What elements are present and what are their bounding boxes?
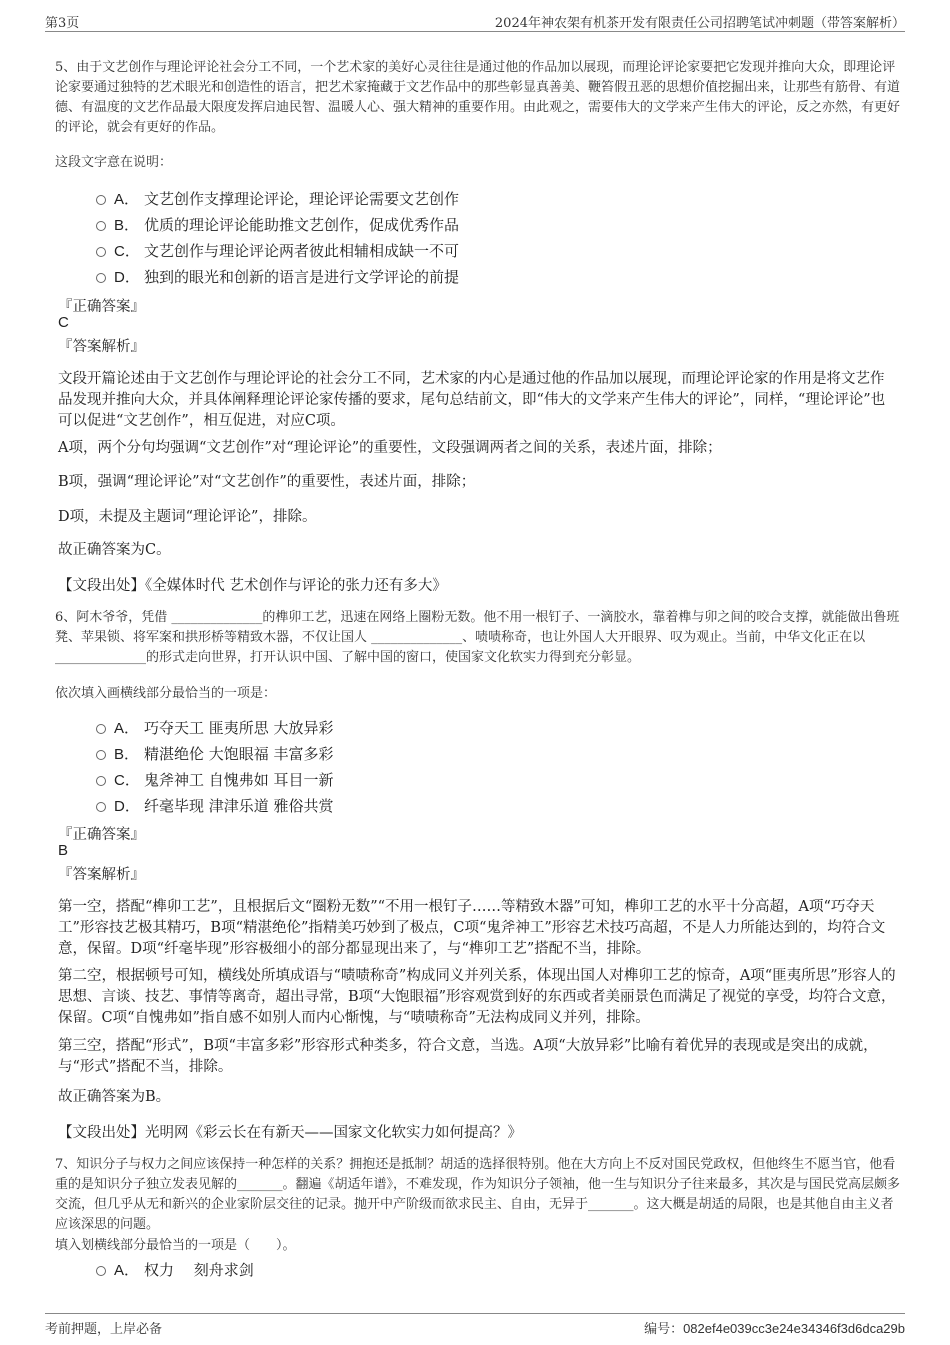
q5-option-d[interactable]: D． 独到的眼光和创新的语言是进行文学评论的前提: [96, 266, 459, 288]
page-header: [45, 10, 905, 32]
footer-slogan: 考前押题，上岸必备: [45, 1322, 163, 1337]
document-id: 编号：082ef4e039cc3e24e34346f3d6dca29b: [644, 1321, 905, 1336]
q7-option-a[interactable]: A． 权力 刻舟求剑: [96, 1259, 254, 1281]
radio-icon[interactable]: [96, 247, 106, 257]
q5-analysis-1: 文段开篇论述由于文艺创作与理论评论的社会分工不同，艺术家的内心是通过他的作品加以展现，而理论评论家的作用是将文艺作品发现并推向大众，并具体阐释理论评论家传播的要求，尾句总结前文，即“伟大的文学来产生伟大的评论”，同样，“理论评论”也可以促进“文艺创作”，相互促进，对应C项。: [58, 371, 886, 429]
q6-option-c[interactable]: C． 鬼斧神工 自愧弗如 耳目一新: [96, 769, 334, 791]
q6-option-b[interactable]: B． 精湛绝伦 大饱眼福 丰富多彩: [96, 743, 334, 765]
q6-stem: 6、阿木爷爷，凭借 ______________的榫卯工艺，迅速在网络上圈粉无数。他不用一根钉子、一滴胶水，靠着榫与卯之间的咬合支撑，就能做出鲁班凳、苹果锁、将军案和拱形桥等精致木器，不仅让国人 ______________、啧啧称奇，也让外国人大开眼界、叹为观止。当前，中华文化正在以 ______________的形式走向世界，打开认识中国、了解中国的窗口，使国家文化软实力得到充分彰显。: [55, 610, 900, 665]
q5-analysis-4: D项，未提及主题词“理论评论”，排除。: [58, 509, 317, 525]
q5-option-b[interactable]: B． 优质的理论评论能助推文艺创作，促成优秀作品: [96, 214, 459, 236]
q6-option-d[interactable]: D． 纤毫毕现 津津乐道 雅俗共赏: [96, 795, 334, 817]
q6-analysis-3: 第三空，搭配“形式”，B项“丰富多彩”形容形式种类多，符合文意，当选。A项“大放异彩”比喻有着优异的表现或是突出的成就，与“形式”搭配不当，排除。: [58, 1038, 878, 1075]
q6-prompt: 依次填入画横线部分最恰当的一项是：: [55, 686, 277, 701]
q6-option-a[interactable]: A． 巧夺天工 匪夷所思 大放异彩: [96, 717, 334, 739]
document-title: 2024年神农架有机茶开发有限责任公司招聘笔试冲刺题（带答案解析）: [494, 16, 905, 31]
q7-prompt: 填入划横线部分最恰当的一项是（ ）。: [55, 1238, 296, 1253]
q5-analysis-3: B项，强调“理论评论”对“文艺创作”的重要性，表述片面，排除；: [58, 474, 476, 490]
radio-icon[interactable]: [96, 776, 106, 786]
q5-analysis-label: 『答案解析』: [58, 339, 145, 355]
radio-icon[interactable]: [96, 724, 106, 734]
page-number: 第3页: [45, 16, 80, 31]
radio-icon[interactable]: [96, 1266, 106, 1276]
q6-analysis-2: 第二空，根据顿号可知，横线处所填成语与“啧啧称奇”构成同义并列关系，体现出国人对榫卯工艺的惊奇，A项“匪夷所思”形容人的思想、言谈、技艺、事情等离奇，超出寻常，B项“大饱眼福”形容观赏到好的东西或者美丽景色而满足了视觉的享受，均符合文意，保留。C项“自愧弗如”指自感不如别人而内心惭愧，与“啧啧称奇”无法构成同义并列，排除。: [58, 968, 896, 1026]
q6-source: 【文段出处】光明网《彩云长在有新天——国家文化软实力如何提高？》: [58, 1125, 522, 1141]
radio-icon[interactable]: [96, 221, 106, 231]
q5-analysis-5: 故正确答案为C。: [58, 542, 171, 558]
radio-icon[interactable]: [96, 802, 106, 812]
q5-analysis-2: A项，两个分句均强调“文艺创作”对“理论评论”的重要性，文段强调两者之间的关系，表述片面，排除；: [58, 440, 722, 456]
q6-analysis-4: 故正确答案为B。: [58, 1089, 171, 1105]
q6-analysis-label: 『答案解析』: [58, 867, 145, 883]
page-footer: [45, 1313, 905, 1337]
q5-option-c[interactable]: C． 文艺创作与理论评论两者彼此相辅相成缺一不可: [96, 240, 459, 262]
q6-answer-label: 『正确答案』: [58, 827, 145, 843]
radio-icon[interactable]: [96, 273, 106, 283]
radio-icon[interactable]: [96, 195, 106, 205]
q5-answer-label: 『正确答案』: [58, 299, 145, 315]
q5-answer: C: [58, 314, 69, 331]
q6-answer: B: [58, 842, 69, 859]
q5-option-a[interactable]: A． 文艺创作支撑理论评论，理论评论需要文艺创作: [96, 188, 459, 210]
q5-source: 【文段出处】《全媒体时代 艺术创作与评论的张力还有多大》: [58, 578, 447, 594]
radio-icon[interactable]: [96, 750, 106, 760]
q5-prompt: 这段文字意在说明：: [55, 155, 173, 170]
q7-stem: 7、知识分子与权力之间应该保持一种怎样的关系？拥抱还是抵制？胡适的选择很特别。他在大方向上不反对国民党政权，但他终生不愿当官，他看重的是知识分子独立发表见解的_______。翻遍《胡适年谱》，不难发现，作为知识分子领袖，他一生与知识分子往来最多，其次是与国民党高层颇多交流，但几乎从无和新兴的企业家阶层交往的记录。抛开中产阶级而欲求民主、自由，无异于_______。这大概是胡适的局限，也是其他自由主义者应该深思的问题。: [55, 1157, 901, 1232]
q6-analysis-1: 第一空，搭配“榫卯工艺”，且根据后文“圈粉无数”“不用一根钉子……等精致木器”可知，榫卯工艺的水平十分高超，A项“巧夺天工”形容技艺极其精巧，B项“精湛绝伦”指精美巧妙到了极点，C项“鬼斧神工”形容艺术技巧高超，不是人力所能达到的，均符合文意，保留。D项“纤毫毕现”形容极细小的部分都显现出来了，与“榫卯工艺”搭配不当，排除。: [58, 899, 886, 957]
q5-stem: 5、由于文艺创作与理论评论社会分工不同，一个艺术家的美好心灵往往是通过他的作品加以展现，而理论评论家要把它发现并推向大众，即理论评论家要通过独特的艺术眼光和创造性的语言，把艺术家掩藏于文艺作品中的那些彰显真善美、鞭笞假丑恶的思想价值挖掘出来，让那些有筋骨、有道德、有温度的文艺作品最大限度发挥启迪民智、温暖人心、强大精神的重要作用。由此观之，需要伟大的文学来产生伟大的评论，反之亦然，有更好的评论，就会有更好的作品。: [55, 60, 901, 135]
